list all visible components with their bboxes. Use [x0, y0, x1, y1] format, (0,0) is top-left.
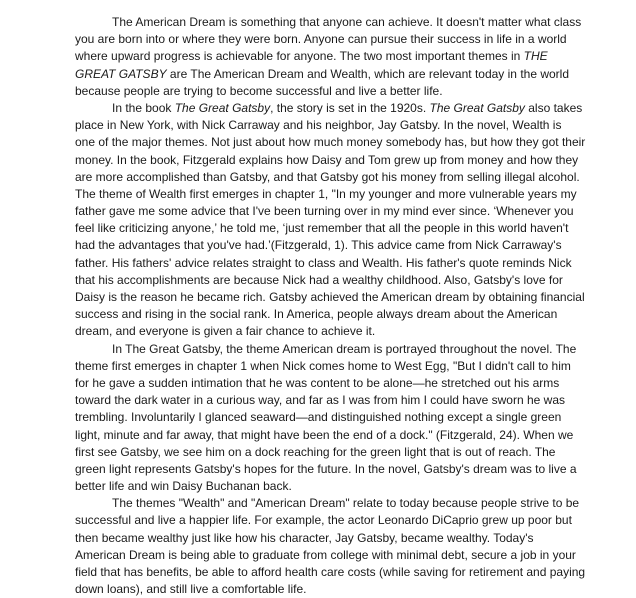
text-line — [75, 220, 635, 237]
essay-paragraph — [75, 14, 635, 100]
italic-title-text: The Great Gatsby — [429, 100, 525, 115]
text-line — [75, 289, 635, 306]
text-run: successful and live a happier life. For example, the actor Leonardo DiCaprio grew up poor but — [75, 513, 572, 528]
text-run: are more accomplished than Gatsby, and that Gatsby got his money from selling illegal alcohol. — [75, 169, 580, 184]
text-line — [75, 495, 635, 512]
text-run: better life and win Daisy Buchanan back. — [75, 479, 292, 494]
text-run: money. In the book, Fitzgerald explains how Daisy and Tom grew up from money and how they — [75, 152, 579, 167]
text-line — [75, 530, 635, 547]
text-line — [75, 461, 635, 478]
text-run: where upward progress is achievable for anyone. The two most important themes in — [75, 49, 524, 64]
text-line — [75, 83, 635, 100]
text-run: dream, and everyone is given a fair chance to achieve it. — [75, 324, 376, 339]
text-line — [75, 186, 635, 203]
text-run: field that has benefits, be able to afford health care costs (while saving for retirement and paying — [75, 565, 586, 579]
text-run: for he gave a sudden intimation that he was content to be alone—he stretched out his arms — [75, 375, 560, 390]
text-run: because people are trying to become successful and live a better life. — [75, 83, 443, 98]
text-line — [75, 48, 635, 65]
text-line — [75, 31, 635, 48]
text-run: In the book — [112, 100, 175, 115]
text-line — [75, 478, 635, 495]
text-run: trembling. Involuntarily I glanced seaward—and distinguished nothing except a single green — [75, 410, 562, 425]
text-line — [75, 444, 635, 461]
text-run: then became wealthy just like how his character, Jay Gatsby, became wealthy. Today's — [75, 530, 534, 545]
text-run: , the story is set in the 1920s. — [270, 100, 430, 115]
text-line — [75, 358, 635, 375]
text-run: success and rising in the social rank. In America, people always dream about the American — [75, 307, 558, 322]
essay-paragraph — [75, 100, 635, 341]
text-line — [75, 117, 635, 134]
text-line — [75, 272, 635, 289]
text-line — [75, 203, 635, 220]
essay-paragraph — [75, 495, 635, 598]
text-run: also takes — [524, 100, 583, 115]
essay-paragraph — [75, 341, 635, 496]
text-line — [75, 323, 635, 340]
text-line — [75, 409, 635, 426]
italic-title-text: The Great Gatsby — [174, 100, 271, 115]
text-line — [75, 581, 635, 598]
text-line — [75, 100, 635, 117]
text-run: you are born into or where they were born. Anyone can pursue their success in life in a world — [75, 32, 567, 47]
text-line — [75, 134, 635, 151]
text-run: The American Dream is something that anyone can achieve. It doesn't matter what class — [112, 15, 582, 29]
text-run: toward the dark water in a curious way, and far as I was from him I could have sworn he was — [75, 393, 565, 408]
text-line — [75, 427, 635, 444]
text-run: light, minute and far away, that might have been the end of a dock." (Fitzgerald, 24). When we — [75, 427, 574, 442]
text-run: place in New York, with Nick Carraway and his neighbor, Jay Gatsby. In the novel, Wealth is — [75, 118, 562, 133]
text-line — [75, 564, 635, 581]
text-run: theme first emerges in chapter 1 when Nick comes home to West Egg, "But I didn't call to him — [75, 358, 571, 373]
italic-title-text: THE — [523, 49, 548, 64]
text-line — [75, 66, 635, 83]
text-run: father. His fathers' advice relates straight to class and Wealth. His father's quote reminds Nick — [75, 255, 572, 270]
text-line — [75, 392, 635, 409]
text-run: had the advantages that you've had.’(Fitzgerald, 1). This advice came from Nick Carraway's — [75, 238, 562, 253]
text-line — [75, 255, 635, 272]
text-run: American Dream is being able to graduate from college with minimal debt, secure a job in your — [75, 547, 576, 562]
text-line — [75, 14, 635, 31]
text-run: green light represents Gatsby's hopes for the future. In the novel, Gatsby's dream was to live a — [75, 461, 577, 476]
text-run: are The American Dream and Wealth, which are relevant today in the world — [166, 66, 570, 81]
essay-body — [75, 14, 635, 598]
text-line — [75, 375, 635, 392]
text-run: In The Great Gatsby, the theme American dream is portrayed throughout the novel. The — [112, 341, 577, 356]
text-line — [75, 547, 635, 564]
italic-title-text: GREAT GATSBY — [75, 66, 167, 81]
text-run: Daisy is the reason he became rich. Gatsby achieved the American dream by obtaining financial — [75, 290, 585, 304]
text-run: The theme of Wealth first emerges in chapter 1, "In my younger and more vulnerable years my — [75, 186, 577, 201]
text-line — [75, 169, 635, 186]
text-run: The themes "Wealth" and "American Dream" relate to today because people strive to be — [112, 496, 580, 511]
text-run: first see Gatsby, we see him on a dock reaching for the green light that is out of reach. The — [75, 444, 556, 459]
text-line — [75, 237, 635, 254]
text-run: one of the major themes. Not just about how much money somebody has, but how they got their — [75, 135, 586, 150]
text-line — [75, 341, 635, 358]
text-run: father gave me some advice that I've been turning over in my mind ever since. ‘Whenever you — [75, 204, 574, 219]
text-run: down loans), and still live a comfortable life. — [75, 582, 307, 597]
text-line — [75, 512, 635, 529]
text-line — [75, 306, 635, 323]
text-run: feel like criticizing anyone,’ he told me, ‘just remember that all the people in this world haven't — [75, 221, 569, 236]
text-line — [75, 152, 635, 169]
text-run: that his accomplishments are because Nick had a wealthy childhood. Also, Gatsby's love for — [75, 272, 563, 287]
